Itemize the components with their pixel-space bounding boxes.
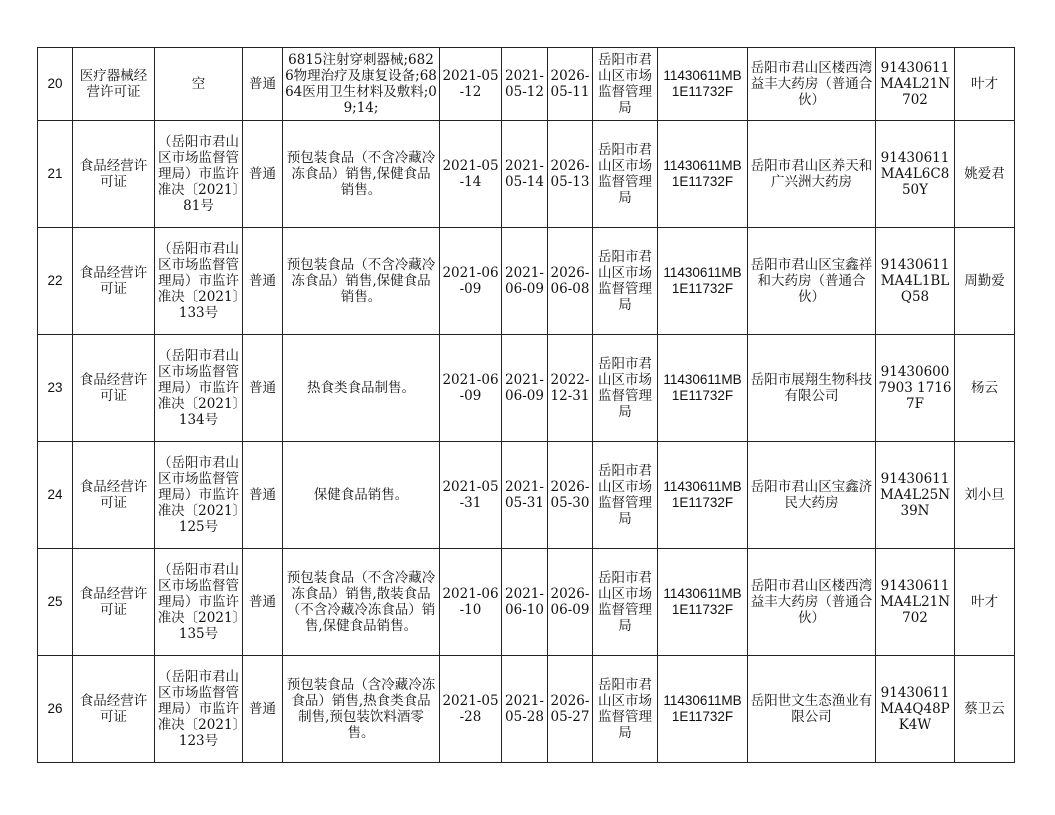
decision-number: （岳阳市君山区市场监督管理局）市监许准决〔2021〕81号 — [155, 121, 243, 228]
valid-to-date: 2026-05-13 — [548, 121, 593, 228]
legal-representative: 周勤爱 — [955, 228, 1015, 335]
license-content: 热食类食品制售。 — [283, 335, 440, 442]
decision-date: 2021-05-28 — [440, 656, 502, 763]
authority-code: 11430611MB1E11732F — [658, 228, 748, 335]
table-row — [38, 656, 1015, 763]
row-number: 25 — [38, 549, 73, 656]
approval-category: 普通 — [243, 48, 283, 121]
row-number: 22 — [38, 228, 73, 335]
credit-code: 91430611MA4L6C850Y — [876, 121, 955, 228]
row-number: 26 — [38, 656, 73, 763]
legal-representative: 叶才 — [955, 48, 1015, 121]
license-content: 预包装食品（不含冷藏冷冻食品）销售,保健食品销售。 — [283, 228, 440, 335]
valid-to-date: 2022-12-31 — [548, 335, 593, 442]
licensing-authority: 岳阳市君山区市场监督管理局 — [593, 442, 658, 549]
decision-number: 空 — [155, 48, 243, 121]
approval-category: 普通 — [243, 121, 283, 228]
decision-number: （岳阳市君山区市场监督管理局）市监许准决〔2021〕135号 — [155, 549, 243, 656]
table-row — [38, 48, 1015, 121]
valid-to-date: 2026-06-08 — [548, 228, 593, 335]
approval-category: 普通 — [243, 656, 283, 763]
license-content: 预包装食品（不含冷藏冷冻食品）销售,保健食品销售。 — [283, 121, 440, 228]
valid-from-date: 2021-06-09 — [502, 228, 548, 335]
license-type: 食品经营许可证 — [73, 121, 155, 228]
license-content: 6815注射穿刺器械;6826物理治疗及康复设备;6864医用卫生材料及敷料;09;14; — [283, 48, 440, 121]
row-number: 24 — [38, 442, 73, 549]
decision-number: （岳阳市君山区市场监督管理局）市监许准决〔2021〕133号 — [155, 228, 243, 335]
authority-code: 11430611MB1E11732F — [658, 48, 748, 121]
administrative-counterpart: 岳阳市君山区宝鑫济民大药房 — [748, 442, 876, 549]
administrative-counterpart: 岳阳世文生态渔业有限公司 — [748, 656, 876, 763]
license-content: 预包装食品（含冷藏冷冻食品）销售,热食类食品制售,预包装饮料酒零售。 — [283, 656, 440, 763]
legal-representative: 蔡卫云 — [955, 656, 1015, 763]
valid-to-date: 2026-05-30 — [548, 442, 593, 549]
decision-date: 2021-06-09 — [440, 228, 502, 335]
authority-code: 11430611MB1E11732F — [658, 442, 748, 549]
credit-code: 91430611MA4L25N39N — [876, 442, 955, 549]
decision-number: （岳阳市君山区市场监督管理局）市监许准决〔2021〕125号 — [155, 442, 243, 549]
table-row — [38, 335, 1015, 442]
valid-to-date: 2026-06-09 — [548, 549, 593, 656]
license-table — [37, 47, 1015, 763]
valid-from-date: 2021-05-12 — [502, 48, 548, 121]
credit-code: 91430611MA4L21N702 — [876, 549, 955, 656]
decision-date: 2021-05-31 — [440, 442, 502, 549]
decision-date: 2021-05-12 — [440, 48, 502, 121]
decision-date: 2021-06-10 — [440, 549, 502, 656]
administrative-counterpart: 岳阳市君山区宝鑫祥和大药房（普通合伙） — [748, 228, 876, 335]
valid-to-date: 2026-05-27 — [548, 656, 593, 763]
table-row — [38, 549, 1015, 656]
legal-representative: 姚爱君 — [955, 121, 1015, 228]
valid-from-date: 2021-06-09 — [502, 335, 548, 442]
decision-date: 2021-05-14 — [440, 121, 502, 228]
administrative-counterpart: 岳阳市君山区楼西湾益丰大药房（普通合伙） — [748, 48, 876, 121]
credit-code: 91430611MA4Q48PK4W — [876, 656, 955, 763]
approval-category: 普通 — [243, 549, 283, 656]
authority-code: 11430611MB1E11732F — [658, 121, 748, 228]
decision-number: （岳阳市君山区市场监督管理局）市监许准决〔2021〕134号 — [155, 335, 243, 442]
decision-number: （岳阳市君山区市场监督管理局）市监许准决〔2021〕123号 — [155, 656, 243, 763]
valid-from-date: 2021-05-31 — [502, 442, 548, 549]
license-content: 预包装食品（不含冷藏冷冻食品）销售,散装食品（不含冷藏冷冻食品）销售,保健食品销售。 — [283, 549, 440, 656]
table-row — [38, 228, 1015, 335]
license-type: 食品经营许可证 — [73, 549, 155, 656]
licensing-authority: 岳阳市君山区市场监督管理局 — [593, 228, 658, 335]
valid-from-date: 2021-06-10 — [502, 549, 548, 656]
authority-code: 11430611MB1E11732F — [658, 335, 748, 442]
approval-category: 普通 — [243, 442, 283, 549]
licensing-authority: 岳阳市君山区市场监督管理局 — [593, 656, 658, 763]
credit-code: 91430611MA4L1BLQ58 — [876, 228, 955, 335]
table-body — [38, 48, 1015, 763]
credit-code: 914306007903 17167F — [876, 335, 955, 442]
legal-representative: 杨云 — [955, 335, 1015, 442]
approval-category: 普通 — [243, 335, 283, 442]
decision-date: 2021-06-09 — [440, 335, 502, 442]
credit-code: 91430611MA4L21N702 — [876, 48, 955, 121]
valid-to-date: 2026-05-11 — [548, 48, 593, 121]
licensing-authority: 岳阳市君山区市场监督管理局 — [593, 48, 658, 121]
license-type: 食品经营许可证 — [73, 228, 155, 335]
row-number: 20 — [38, 48, 73, 121]
license-type: 食品经营许可证 — [73, 442, 155, 549]
row-number: 21 — [38, 121, 73, 228]
authority-code: 11430611MB1E11732F — [658, 656, 748, 763]
table-row — [38, 121, 1015, 228]
table-row — [38, 442, 1015, 549]
administrative-counterpart: 岳阳市展翔生物科技有限公司 — [748, 335, 876, 442]
licensing-authority: 岳阳市君山区市场监督管理局 — [593, 549, 658, 656]
license-type: 食品经营许可证 — [73, 335, 155, 442]
approval-category: 普通 — [243, 228, 283, 335]
licensing-authority: 岳阳市君山区市场监督管理局 — [593, 335, 658, 442]
valid-from-date: 2021-05-28 — [502, 656, 548, 763]
administrative-counterpart: 岳阳市君山区养天和广兴洲大药房 — [748, 121, 876, 228]
authority-code: 11430611MB1E11732F — [658, 549, 748, 656]
valid-from-date: 2021-05-14 — [502, 121, 548, 228]
administrative-counterpart: 岳阳市君山区楼西湾益丰大药房（普通合伙） — [748, 549, 876, 656]
license-type: 医疗器械经营许可证 — [73, 48, 155, 121]
license-type: 食品经营许可证 — [73, 656, 155, 763]
legal-representative: 刘小旦 — [955, 442, 1015, 549]
license-content: 保健食品销售。 — [283, 442, 440, 549]
licensing-authority: 岳阳市君山区市场监督管理局 — [593, 121, 658, 228]
legal-representative: 叶才 — [955, 549, 1015, 656]
row-number: 23 — [38, 335, 73, 442]
